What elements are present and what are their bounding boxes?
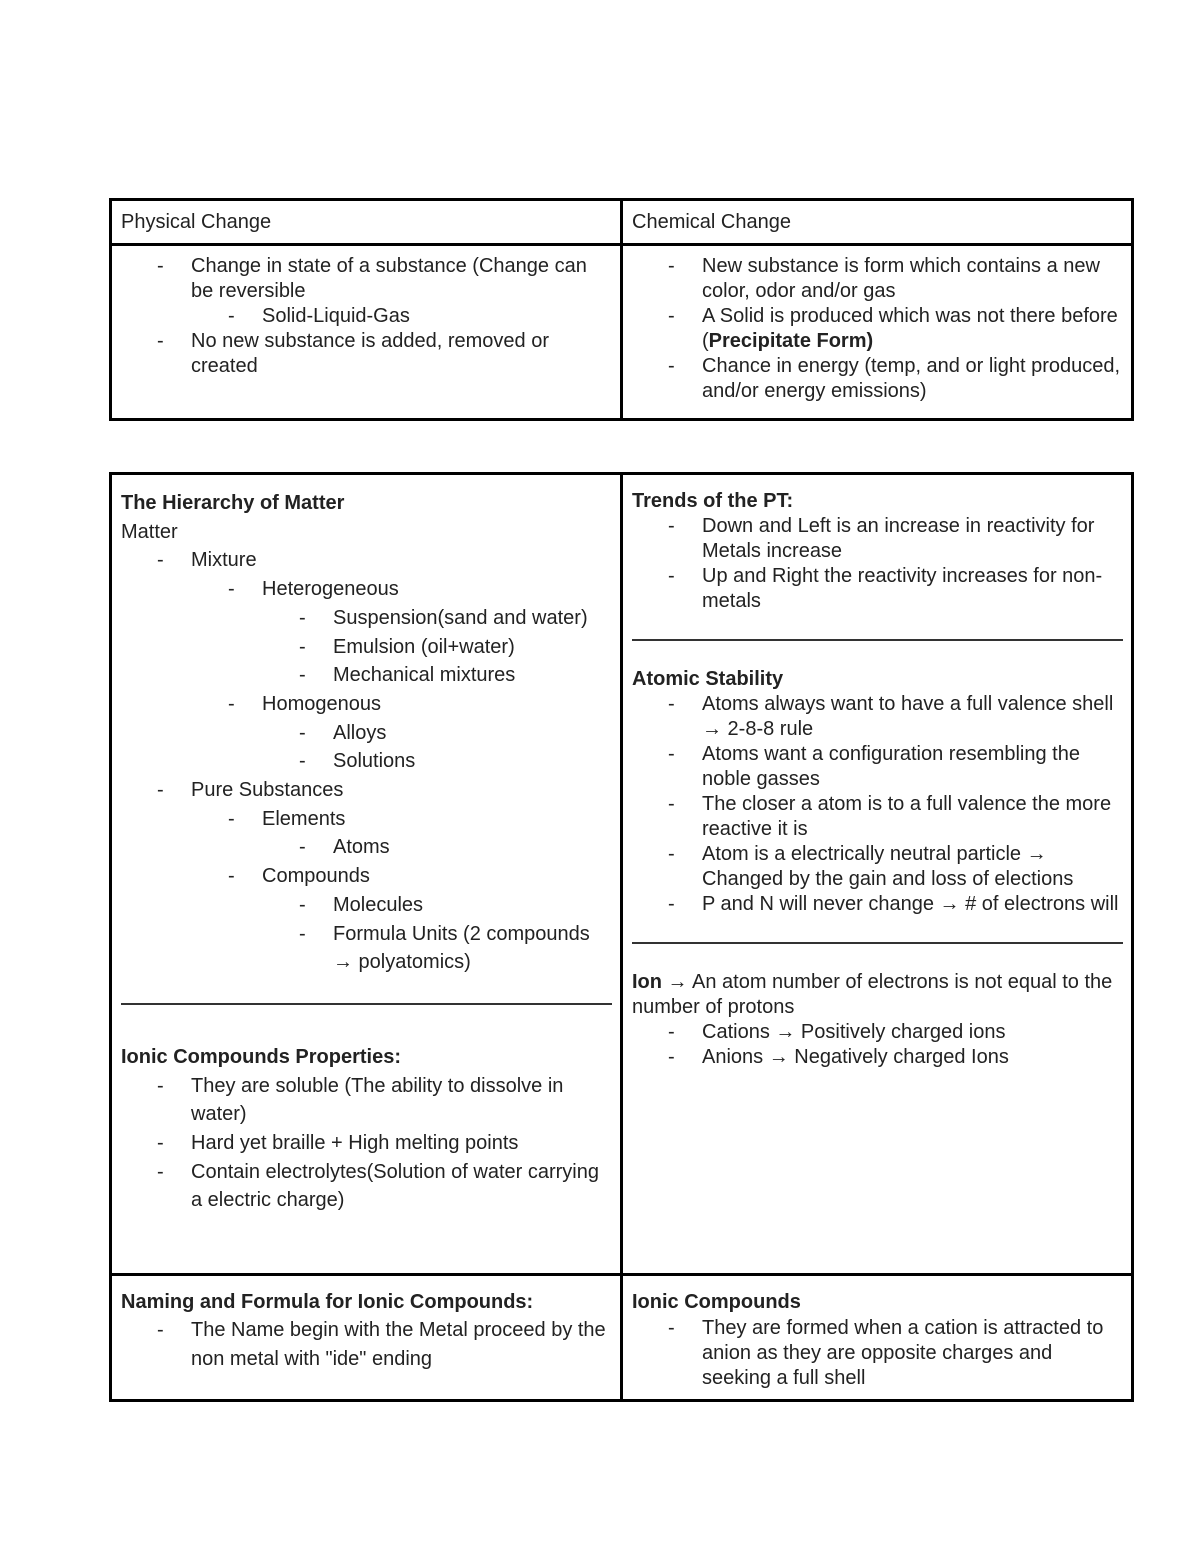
- chemical-change-header: [622, 200, 1133, 245]
- trends-title: Trends of the PT:: [632, 490, 794, 512]
- hierarchy-cell: [111, 474, 622, 1275]
- hierarchy-title: The Hierarchy of Matter: [121, 492, 345, 514]
- list-item: - Homogenous: [121, 690, 612, 719]
- ionic-compounds-title: Ionic Compounds: [632, 1291, 801, 1313]
- ion-label: Ion: [632, 971, 662, 993]
- list-item: - Atoms always want to have a full valence shell → 2-8-8 rule: [632, 692, 1123, 742]
- list-item: - Solid-Liquid-Gas: [121, 304, 612, 329]
- list-item: [632, 304, 1123, 354]
- list-item: - Up and Right the reactivity increases for non-metals: [632, 564, 1123, 614]
- precipitate-bold: Precipitate Form): [708, 330, 874, 352]
- list-item: - The closer a atom is to a full valence the more reactive it is: [632, 792, 1123, 842]
- list-item: - Anions → Negatively charged Ions: [632, 1045, 1123, 1070]
- list-item: - New substance is form which contains a new color, odor and/or gas: [632, 254, 1123, 304]
- physical-change-header: [111, 200, 622, 245]
- list-item: - Pure Substances: [121, 776, 612, 805]
- list-item: - Alloys: [121, 719, 612, 748]
- list-item: - Contain electrolytes(Solution of water carrying a electric charge): [121, 1158, 612, 1215]
- list-item: - No new substance is added, removed or created: [121, 329, 612, 379]
- list-item: - Solutions: [121, 747, 612, 776]
- ion-definition: [632, 970, 1123, 1020]
- list-item: - Chance in energy (temp, and or light produced, and/or energy emissions): [632, 354, 1123, 404]
- chemical-change-list: [632, 254, 1123, 404]
- list-item: - Change in state of a substance (Change can be reversible: [121, 254, 612, 304]
- atomic-stability-title: Atomic Stability: [632, 668, 784, 690]
- ionic-properties-list: [121, 1072, 612, 1216]
- ionic-compounds-list: [632, 1316, 1123, 1391]
- list-item: - Elements: [121, 805, 612, 834]
- list-item: - Cations → Positively charged ions: [632, 1020, 1123, 1045]
- naming-list: [121, 1316, 612, 1373]
- list-item: - Atoms: [121, 833, 612, 862]
- ion-list: [632, 1020, 1123, 1070]
- chemical-change-header-text: Chemical Change: [632, 211, 791, 233]
- atomic-stability-list: [632, 692, 1123, 917]
- naming-title: Naming and Formula for Ionic Compounds:: [121, 1291, 534, 1313]
- list-item: - Suspension(sand and water): [121, 604, 612, 633]
- list-item: - They are formed when a cation is attracted to anion as they are opposite charges and seeking a full shell: [632, 1316, 1123, 1391]
- trends-cell: [622, 474, 1133, 1275]
- trends-list: [632, 514, 1123, 614]
- list-item: - Formula Units (2 compounds → polyatomics): [121, 920, 612, 977]
- list-item: - Hard yet braille + High melting points: [121, 1129, 612, 1158]
- ion-text: → An atom number of electrons is not equal to the number of protons: [632, 971, 1113, 1018]
- physical-change-list: [121, 254, 612, 379]
- ionic-properties-title: Ionic Compounds Properties:: [121, 1045, 402, 1068]
- list-item: - The Name begin with the Metal proceed by the non metal with "ide" ending: [121, 1316, 612, 1373]
- physical-change-cell: [111, 245, 622, 420]
- hierarchy-list: [121, 546, 612, 977]
- chemical-change-cell: [622, 245, 1133, 420]
- list-item: - They are soluble (The ability to dissolve in water): [121, 1072, 612, 1129]
- list-item: - Down and Left is an increase in reactivity for Metals increase: [632, 514, 1123, 564]
- physical-change-header-text: Physical Change: [121, 211, 272, 233]
- list-item: - Atoms want a configuration resembling the noble gasses: [632, 742, 1123, 792]
- naming-cell: [111, 1275, 622, 1401]
- list-item: - Emulsion (oil+water): [121, 633, 612, 662]
- list-item: - Molecules: [121, 891, 612, 920]
- list-item: - Atom is a electrically neutral particle → Changed by the gain and loss of elections: [632, 842, 1123, 892]
- notes-table: [109, 472, 1134, 1402]
- matter-label: Matter: [121, 520, 178, 543]
- precipitate-text: A Solid is produced which was not there before (: [702, 305, 1118, 352]
- list-item: - Mechanical mixtures: [121, 661, 612, 690]
- list-item: - Heterogeneous: [121, 575, 612, 604]
- list-item: - Compounds: [121, 862, 612, 891]
- ionic-compounds-cell: [622, 1275, 1133, 1401]
- list-item: - P and N will never change → # of electrons will: [632, 892, 1123, 917]
- list-item: - Mixture: [121, 546, 612, 575]
- physical-chemical-table: [109, 198, 1134, 421]
